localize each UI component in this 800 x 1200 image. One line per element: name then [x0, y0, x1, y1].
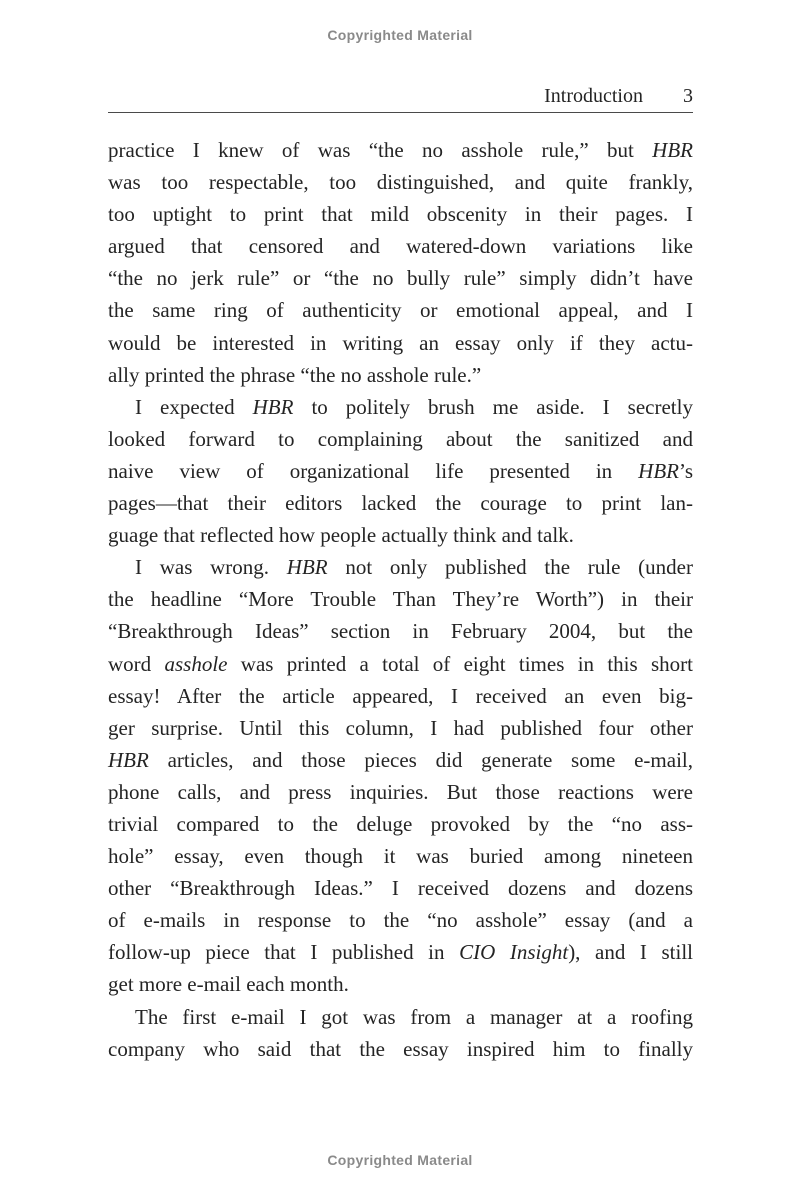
body-line: [108, 840, 693, 872]
body-line: [108, 455, 693, 487]
italic-text-run: HBR: [252, 394, 294, 419]
body-line: [108, 134, 693, 166]
body-line: [108, 230, 693, 262]
text-run: follow-up piece that I published in: [108, 940, 460, 965]
text-run: articles, and those pieces did generate some e-mail,: [148, 747, 693, 772]
text-run: was printed a total of eight times in this short: [227, 651, 693, 676]
body-line: [108, 551, 693, 583]
text-run: I expected: [135, 394, 253, 419]
body-line: [108, 776, 693, 808]
text-run: to politely brush me aside. I secretly: [293, 394, 693, 419]
italic-text-run: asshole: [164, 651, 228, 676]
text-run: the headline “More Trouble Than They’re Worth”) in their: [108, 587, 693, 612]
body-line: [108, 680, 693, 712]
text-run: of e-mails in response to the “no asshole” essay (and a: [108, 908, 693, 933]
body-line: [108, 583, 693, 615]
body-line: [108, 968, 693, 1000]
text-run: other “Breakthrough Ideas.” I received dozens and dozens: [108, 876, 693, 901]
italic-text-run: HBR: [638, 458, 679, 483]
text-run: ’s: [678, 458, 693, 483]
body-line: [108, 712, 693, 744]
body-line: [108, 262, 693, 294]
body-line: [108, 808, 693, 840]
body-line: [108, 294, 693, 326]
body-line: [108, 744, 693, 776]
page-header: [108, 86, 693, 113]
text-run: pages—that their editors lacked the courage to print lan-: [108, 491, 693, 516]
body-line: [108, 359, 693, 391]
body-line: [108, 648, 693, 680]
body-line: [108, 391, 693, 423]
text-run: word: [108, 651, 165, 676]
body-line: [108, 872, 693, 904]
text-run: ally printed the phrase “the no asshole rule.”: [108, 362, 482, 387]
page-body: [108, 134, 693, 1065]
copyright-notice-top: Copyrighted Material: [327, 27, 473, 43]
text-run: phone calls, and press inquiries. But those reactions were: [108, 779, 693, 804]
body-line: [108, 615, 693, 647]
body-line: [108, 487, 693, 519]
body-line: [108, 423, 693, 455]
text-run: guage that reflected how people actually think and talk.: [108, 523, 574, 548]
text-run: too uptight to print that mild obscenity in their pages. I: [108, 202, 693, 227]
body-line: [108, 904, 693, 936]
page-number: 3: [683, 85, 693, 107]
body-line: [108, 198, 693, 230]
body-line: [108, 936, 693, 968]
text-run: The first e-mail I got was from a manager at a roofing: [135, 1004, 693, 1029]
italic-text-run: HBR: [652, 138, 693, 162]
text-run: ger surprise. Until this column, I had published four other: [108, 715, 693, 740]
italic-text-run: HBR: [286, 555, 328, 580]
copyright-notice-bottom: Copyrighted Material: [327, 1152, 473, 1168]
italic-text-run: HBR: [108, 747, 149, 772]
text-run: looked forward to complaining about the sanitized and: [108, 426, 693, 451]
body-line: [108, 1001, 693, 1033]
text-run: get more e-mail each month.: [108, 972, 349, 997]
text-run: essay! After the article appeared, I received an even big-: [108, 683, 693, 708]
text-run: “the no jerk rule” or “the no bully rule” simply didn’t have: [108, 266, 693, 291]
chapter-title: Introduction: [544, 85, 643, 107]
text-run: naive view of organizational life presented in: [108, 458, 639, 483]
text-run: would be interested in writing an essay only if they actu-: [108, 330, 693, 355]
text-run: hole” essay, even though it was buried among nineteen: [108, 844, 693, 869]
text-run: company who said that the essay inspired him to finally: [108, 1036, 693, 1061]
body-line: [108, 327, 693, 359]
body-line: [108, 166, 693, 198]
text-run: I was wrong.: [135, 555, 287, 580]
text-run: the same ring of authenticity or emotional appeal, and I: [108, 298, 693, 323]
text-run: was too respectable, too distinguished, and quite frankly,: [108, 170, 693, 195]
text-run: “Breakthrough Ideas” section in February 2004, but the: [108, 619, 693, 644]
text-run: trivial compared to the deluge provoked by the “no ass-: [108, 811, 693, 836]
body-line: [108, 1033, 693, 1065]
text-run: argued that censored and watered-down variations like: [108, 234, 693, 259]
italic-text-run: CIO Insight: [459, 940, 569, 965]
body-line: [108, 519, 693, 551]
text-run: not only published the rule (under: [327, 555, 693, 580]
text-run: practice I knew of was “the no asshole rule,” but: [108, 138, 653, 162]
text-run: ), and I still: [568, 940, 693, 965]
